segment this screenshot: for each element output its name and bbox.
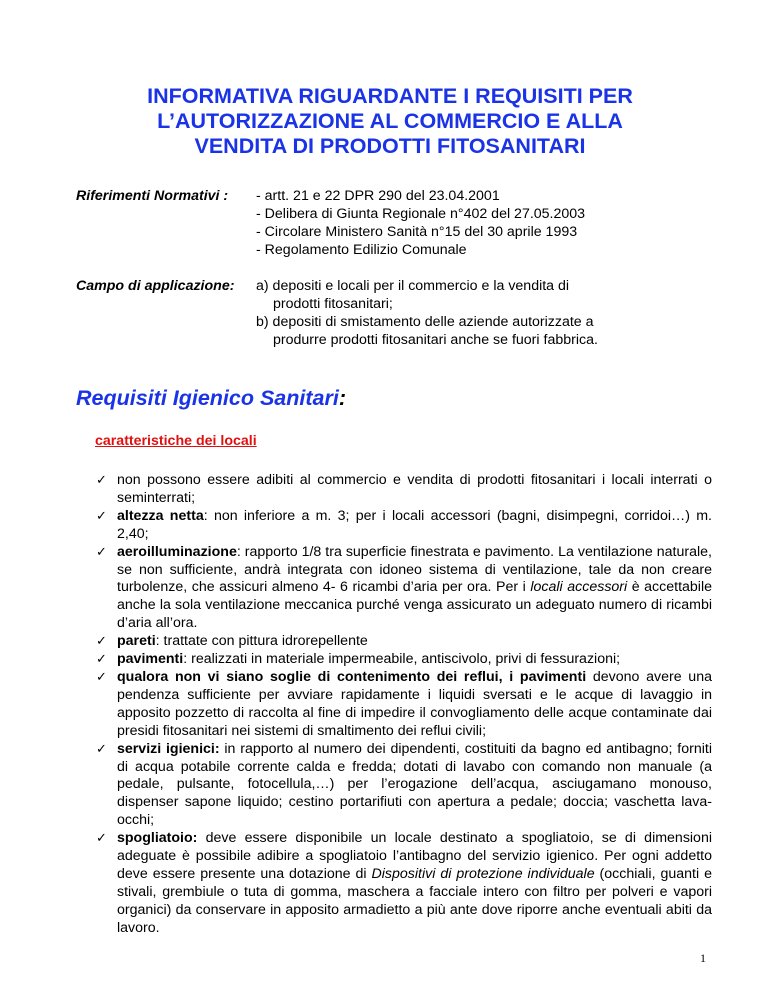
campo-label: Campo di applicazione: <box>76 278 235 294</box>
campo-line: prodotti fitosanitari; <box>273 296 393 312</box>
item-text: deve essere disponibile un locale destinato a spogliatoio, se di dimensioni adeguate è possibile adibire a spogliatoio l’antibagno del servizio igienico. Per ogni addetto deve essere presente una dotazione di <box>117 830 712 882</box>
title-line: VENDITA DI PRODOTTI FITOSANITARI <box>194 134 586 158</box>
item-keyword: altezza netta <box>117 507 204 524</box>
list-item <box>96 741 712 831</box>
checkmark-icon: ✓ <box>96 473 107 488</box>
item-keyword: spogliatoio: <box>117 830 198 847</box>
item-keyword: pareti <box>117 633 156 650</box>
checkmark-icon: ✓ <box>96 741 107 757</box>
riferimento-item: - Delibera di Giunta Regionale n°402 del 27.05.2003 <box>256 206 586 222</box>
section-heading-colon: : <box>338 386 347 410</box>
list-item <box>96 544 712 634</box>
section-heading-text: Requisiti Igienico Sanitari <box>76 386 339 410</box>
subsection-heading: caratteristiche dei locali <box>95 433 257 449</box>
checkmark-icon: ✓ <box>96 652 107 668</box>
item-text: in rapporto al numero dei dipendenti, costituiti da bagno ed antibagno; forniti di acqua potabile corrente calda e fredda; dotati di lavabo con comando non manuale (a pedale, pulsante, fotocellula,…) per l’erogazione dell’acqua, asciugamano monouso, dispenser sapone liquido; cestino portarifiuti con apertura a pedale; doccia; vaschetta lava-occhi; <box>117 740 712 829</box>
item-text: : non inferiore a m. 3; per i locali accessori (bagni, disimpegni, corridoi…) m. 2,40; <box>117 507 712 542</box>
item-text: non possono essere adibiti al commercio e vendita di prodotti fitosanitari i locali interrati o seminterrati; <box>117 472 712 506</box>
checkmark-icon: ✓ <box>96 669 107 685</box>
item-text: : realizzati in materiale impermeabile, antiscivolo, privi di fessurazioni; <box>183 651 621 668</box>
item-text: (occhiali, guanti e stivali, grembiule o tuta di gomma, maschera a facciale intero con filtro per polveri e vapori organici) da conservare in apposito armadietto a più ante dove riporre anche eventuali abiti da lavoro. <box>117 865 712 936</box>
campo-line: a) depositi e locali per il commercio e la vendita di <box>256 278 570 294</box>
title-line: L’AUTORIZZAZIONE AL COMMERCIO E ALLA <box>157 109 623 133</box>
campo-line: b) depositi di smistamento delle aziende autorizzate a <box>256 314 594 330</box>
list-item <box>96 508 712 544</box>
document-title <box>60 84 720 159</box>
campo-list <box>256 277 598 349</box>
item-keyword: servizi igienici: <box>117 740 220 757</box>
item-text: è accettabile anche la sola ventilazione meccanica purché venga assicurato un adeguato numero di ricambi d’aria all’ora. <box>117 579 712 632</box>
item-italic-text: locali accessori <box>530 579 628 596</box>
item-keyword: qualora non vi siano soglie di contenimento dei reflui, i pavimenti <box>117 668 587 685</box>
checkmark-icon: ✓ <box>96 831 107 847</box>
item-text: devono avere una pendenza sufficiente per avviare rapidamente i liquidi sversati e le acque di lavaggio in apposito pozzetto di raccolta al fine di impedire il convogliamento delle acque contaminate dai presidi fitosanitari nei sistemi di smaltimento dei reflui civili; <box>117 668 712 739</box>
list-item <box>96 651 712 669</box>
checkmark-icon: ✓ <box>96 508 107 524</box>
page-number: 1 <box>700 951 706 965</box>
item-keyword: pavimenti <box>117 651 184 668</box>
list-item <box>96 633 712 651</box>
item-text: : trattate con pittura idrorepellente <box>155 633 368 650</box>
riferimento-item: - Circolare Ministero Sanità n°15 del 30 aprile 1993 <box>256 224 578 240</box>
riferimenti-list <box>256 187 585 259</box>
list-item <box>96 669 712 741</box>
item-italic-text: Dispositivi di protezione individuale <box>371 865 595 882</box>
requirements-list <box>96 472 712 938</box>
campo-line: produrre prodotti fitosanitari anche se fuori fabbrica. <box>273 332 598 348</box>
checkmark-icon: ✓ <box>96 634 107 650</box>
section-heading <box>76 386 346 411</box>
item-keyword: aeroilluminazione <box>117 543 237 560</box>
riferimento-item: - artt. 21 e 22 DPR 290 del 23.04.2001 <box>256 188 500 204</box>
title-line: INFORMATIVA RIGUARDANTE I REQUISITI PER <box>147 84 633 108</box>
riferimento-item: - Regolamento Edilizio Comunale <box>256 242 467 258</box>
list-item <box>96 830 712 937</box>
list-item <box>96 472 712 508</box>
riferimenti-label: Riferimenti Normativi : <box>76 188 229 204</box>
checkmark-icon: ✓ <box>96 544 107 560</box>
item-text: : rapporto 1/8 tra superficie finestrata e pavimento. La ventilazione naturale, se non sufficiente, andrà integrata con idoneo sistema di ventilazione, tale da non creare turbolenze, che assicuri almeno 4- 6 ricambi d’aria per ora. Per i <box>117 543 712 596</box>
